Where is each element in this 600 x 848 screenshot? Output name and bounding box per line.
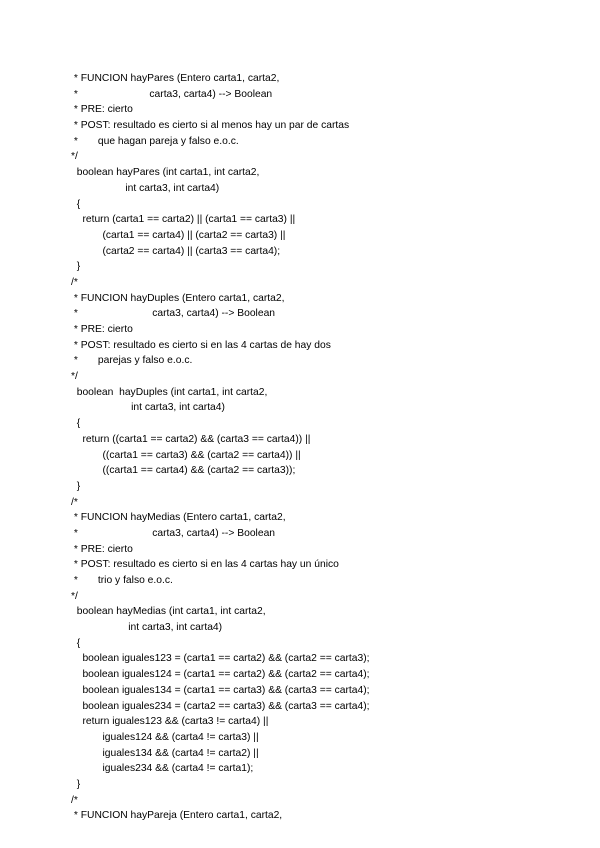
- code-line: ((carta1 == carta4) && (carta2 == carta3));: [71, 465, 296, 477]
- code-line: * FUNCION hayMedias (Entero carta1, carta2,: [71, 512, 286, 524]
- code-line: ((carta1 == carta3) && (carta2 == carta4)) ||: [71, 449, 301, 461]
- code-line: int carta3, int carta4): [71, 622, 223, 634]
- code-line: }: [71, 480, 81, 492]
- code-line: /*: [71, 276, 78, 288]
- code-line: * carta3, carta4) --> Boolean: [71, 88, 273, 100]
- code-line: */: [71, 151, 78, 163]
- code-line: boolean iguales234 = (carta2 == carta3) && (carta3 == carta4);: [71, 700, 370, 712]
- code-line: */: [71, 590, 78, 602]
- code-line: * POST: resultado es cierto si en las 4 cartas hay un único: [71, 559, 339, 571]
- code-line: * FUNCION hayPareja (Entero carta1, carta2,: [71, 810, 283, 822]
- code-line: boolean iguales134 = (carta1 == carta3) && (carta3 == carta4);: [71, 684, 370, 696]
- code-line: {: [71, 418, 81, 430]
- code-line: */: [71, 371, 78, 383]
- code-line: * carta3, carta4) --> Boolean: [71, 527, 276, 539]
- code-line: * que hagan pareja y falso e.o.c.: [71, 135, 239, 147]
- code-line: (carta1 == carta4) || (carta2 == carta3) ||: [71, 229, 286, 241]
- code-line: {: [71, 198, 81, 210]
- code-line: * parejas y falso e.o.c.: [71, 355, 193, 367]
- code-line: iguales134 && (carta4 != carta2) ||: [71, 747, 259, 759]
- code-line: * FUNCION hayPares (Entero carta1, carta2,: [71, 73, 280, 84]
- code-line: return iguales123 && (carta3 != carta4) ||: [71, 716, 269, 728]
- code-line: }: [71, 778, 81, 790]
- code-line: boolean iguales123 = (carta1 == carta2) && (carta2 == carta3);: [71, 653, 370, 665]
- code-line: iguales234 && (carta4 != carta1);: [71, 763, 254, 775]
- code-line: return (carta1 == carta2) || (carta1 == carta3) ||: [71, 214, 296, 226]
- code-line: * PRE: cierto: [71, 324, 133, 335]
- code-line: return ((carta1 == carta2) && (carta3 == carta4)) ||: [71, 433, 311, 445]
- code-line: {: [71, 637, 81, 649]
- code-line: * POST: resultado es cierto si en las 4 cartas de hay dos: [71, 339, 331, 351]
- code-line: * trio y falso e.o.c.: [71, 575, 173, 586]
- code-line: * POST: resultado es cierto si al menos hay un par de cartas: [71, 120, 350, 132]
- code-line: /*: [71, 496, 78, 508]
- code-line: boolean hayDuples (int carta1, int carta2,: [71, 386, 268, 398]
- code-line: boolean hayMedias (int carta1, int carta2,: [71, 606, 266, 618]
- code-line: (carta2 == carta4) || (carta3 == carta4);: [71, 245, 281, 257]
- code-line: boolean hayPares (int carta1, int carta2,: [71, 167, 260, 179]
- code-listing: [71, 71, 591, 824]
- code-line: /*: [71, 794, 78, 806]
- code-line: int carta3, int carta4): [71, 182, 220, 194]
- code-line: int carta3, int carta4): [71, 402, 225, 414]
- code-line: * PRE: cierto: [71, 543, 133, 555]
- code-line: iguales124 && (carta4 != carta3) ||: [71, 731, 259, 743]
- code-line: * PRE: cierto: [71, 104, 133, 116]
- code-line: boolean iguales124 = (carta1 == carta2) && (carta2 == carta4);: [71, 669, 370, 681]
- code-line: * FUNCION hayDuples (Entero carta1, carta2,: [71, 292, 285, 304]
- code-line: }: [71, 261, 81, 273]
- code-line: * carta3, carta4) --> Boolean: [71, 308, 276, 320]
